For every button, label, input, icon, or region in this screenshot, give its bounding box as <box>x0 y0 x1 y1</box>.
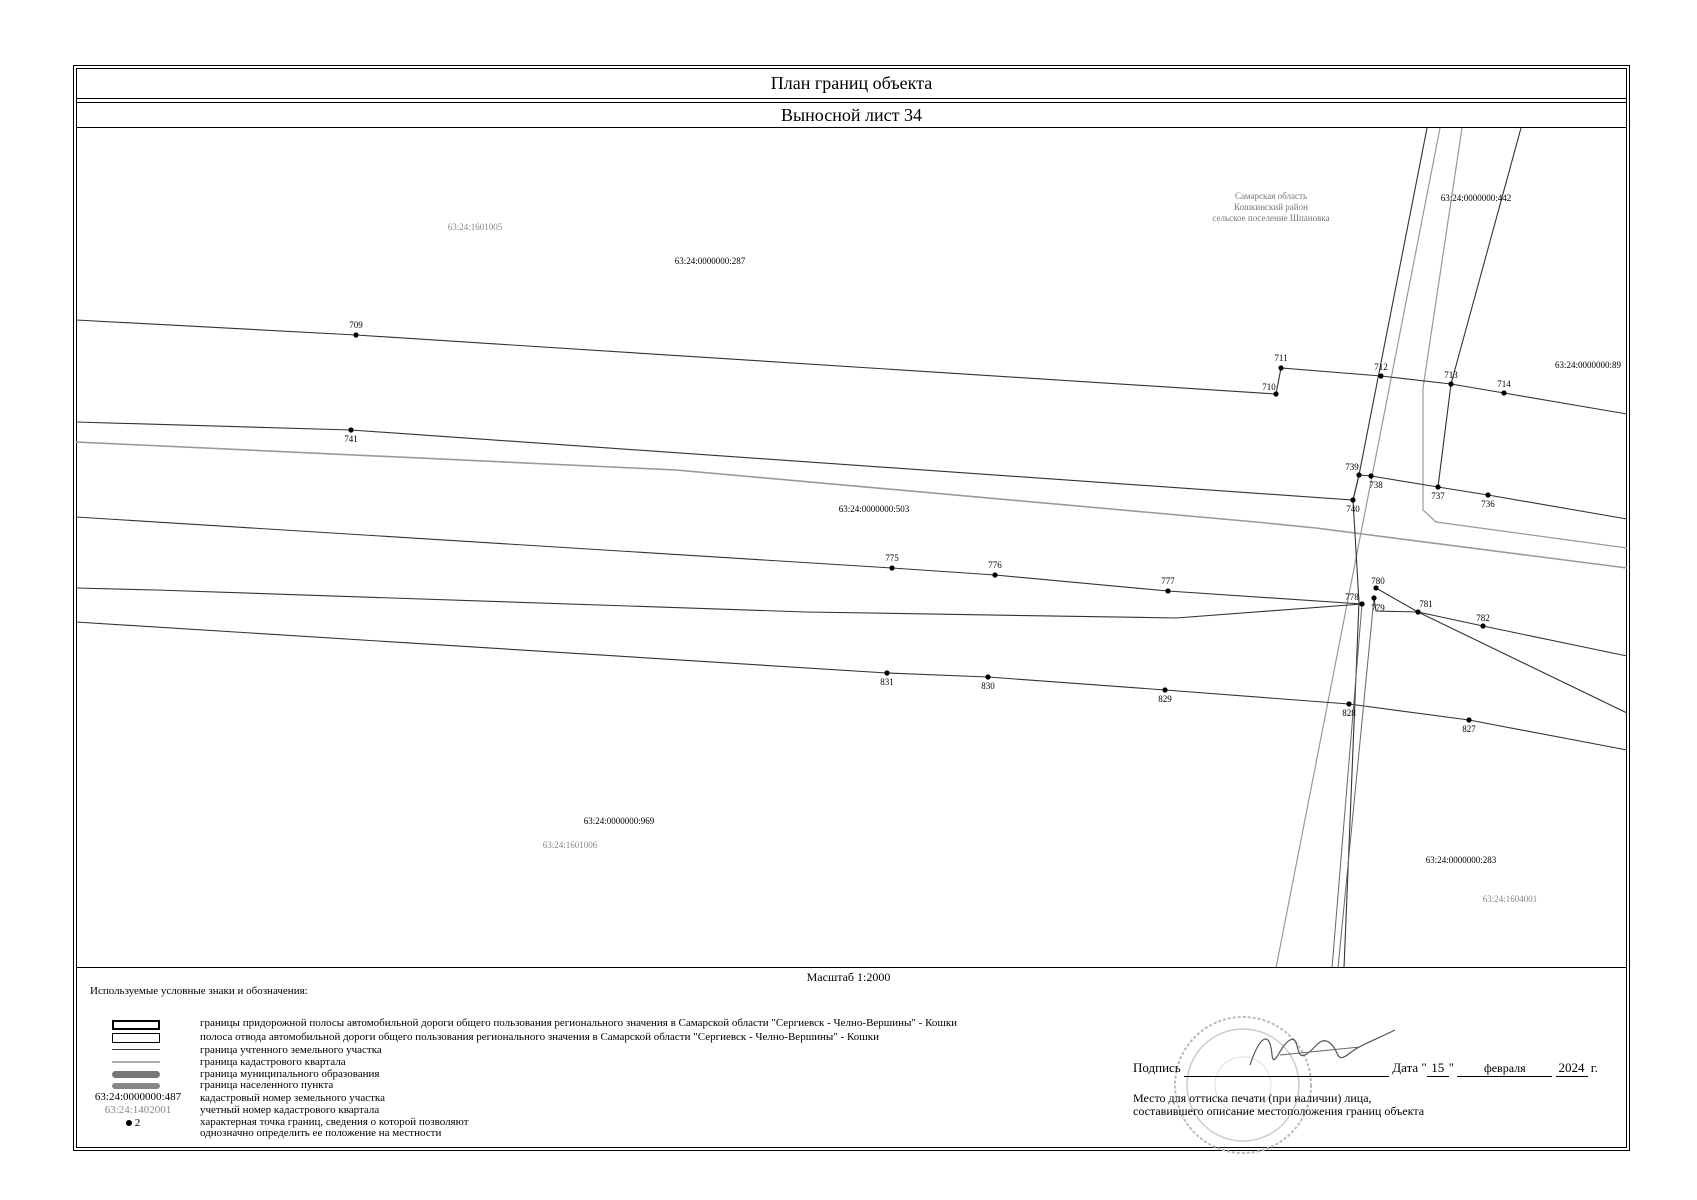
plan-title <box>76 68 1627 99</box>
boundary-map <box>76 128 1627 968</box>
point-label-827: 827 <box>1462 724 1476 734</box>
legend-item-quarter-boundary: граница кадастрового квартала <box>200 1056 346 1068</box>
point-label-741: 741 <box>344 434 358 444</box>
boundary-point-780 <box>1373 585 1378 590</box>
sheet-title-text: Выносной лист 34 <box>781 104 922 125</box>
boundary-point-710 <box>1273 391 1278 396</box>
point-label-777: 777 <box>1161 576 1175 586</box>
boundary-point-828 <box>1346 701 1351 706</box>
parcel-label-283: 63:24:0000000:283 <box>1425 855 1497 865</box>
settlement-name: сельское поселение Шпановка <box>1212 213 1330 223</box>
point-label-737: 737 <box>1431 491 1445 501</box>
point-label-782: 782 <box>1476 613 1490 623</box>
point-label-712: 712 <box>1374 362 1388 372</box>
point-dot-icon <box>126 1120 132 1126</box>
date-year: 2024 <box>1556 1060 1588 1077</box>
boundary-points <box>348 332 1506 722</box>
point-label-778: 778 <box>1345 592 1359 602</box>
parcel-label-969: 63:24:0000000:969 <box>583 816 655 826</box>
point-label-711: 711 <box>1274 353 1288 363</box>
point-label-781: 781 <box>1419 599 1433 609</box>
legend-symbol-right-of-way <box>112 1033 160 1043</box>
point-label-740: 740 <box>1346 504 1360 514</box>
boundary-point-741 <box>348 427 353 432</box>
legend-symbol-roadside-zone <box>112 1020 160 1030</box>
legend-item-parcel-number: кадастровый номер земельного участка <box>200 1092 385 1104</box>
road-boundary-line <box>1438 128 1521 487</box>
boundary-point-738 <box>1368 473 1373 478</box>
parcel-label-503: 63:24:0000000:503 <box>838 504 910 514</box>
road-boundary-line <box>1344 128 1427 968</box>
point-label-738: 738 <box>1369 480 1383 490</box>
quarter-boundary-line <box>1276 128 1440 968</box>
quarter-label-top: 63:24:1601005 <box>447 222 503 232</box>
point-label-736: 736 <box>1481 499 1495 509</box>
parcel-label-89: 63:24:0000000:89 <box>1554 360 1622 370</box>
stamp-note-line-1: Место для оттиска печати (при наличии) лица, <box>1133 1091 1372 1105</box>
legend-sample-point-number: 2 <box>134 1117 141 1129</box>
legend-item-point-1: характерная точка границ, сведения о которой позволяют <box>200 1116 469 1128</box>
boundary-point-776 <box>992 572 997 577</box>
legend-symbol-settlement-boundary <box>112 1083 160 1089</box>
point-label-710: 710 <box>1262 382 1276 392</box>
legend-item-right-of-way: полоса отвода автомобильной дороги общего пользования регионального значения в Самарской области "Сергиевск - Челно-Вершины" - Кошки <box>200 1031 879 1043</box>
boundary-point-737 <box>1435 484 1440 489</box>
legend-item-roadside-zone: границы придорожной полосы автомобильной дороги общего пользования регионального значения в Самарской области "Сергиевск - Челно-Вершины" - Кошки <box>200 1017 958 1029</box>
legend-item-parcel-boundary: граница учтенного земельного участка <box>200 1044 382 1056</box>
date-label: Дата <box>1392 1060 1419 1075</box>
legend-sample-point <box>126 1117 140 1129</box>
map-area <box>76 128 1627 968</box>
boundary-point-781 <box>1415 609 1420 614</box>
point-label-776: 776 <box>988 560 1002 570</box>
boundary-point-711 <box>1278 365 1283 370</box>
signature-line: Подпись Дата " 15 " февраля 2024 г. <box>1133 1060 1598 1075</box>
plan-title-text: План границ объекта <box>770 72 933 93</box>
date-month: февраля <box>1457 1061 1552 1077</box>
boundary-point-829 <box>1162 687 1167 692</box>
boundary-point-778 <box>1359 601 1364 606</box>
quarter-boundary-line <box>1423 128 1627 548</box>
parcel-boundary-line <box>76 622 1627 750</box>
boundary-point-831 <box>884 670 889 675</box>
scale-text: Масштаб 1:2000 <box>806 970 891 984</box>
parcel-label-287: 63:24:0000000:287 <box>674 256 746 266</box>
point-label-709: 709 <box>349 320 363 330</box>
boundary-point-714 <box>1501 390 1506 395</box>
stamp-note-line-2: составившего описание местоположения границ объекта <box>1133 1104 1425 1118</box>
parcel-boundary-line <box>76 320 1627 414</box>
boundary-point-827 <box>1466 717 1471 722</box>
quarter-label-right: 63:24:1604001 <box>1482 894 1538 904</box>
legend-item-quarter-number: учетный номер кадастрового квартала <box>200 1104 380 1116</box>
boundary-point-777 <box>1165 588 1170 593</box>
point-label-828: 828 <box>1342 708 1356 718</box>
signature-field <box>1184 1060 1389 1077</box>
date-year-suffix: г. <box>1590 1060 1598 1075</box>
sheet-title <box>76 102 1627 128</box>
boundary-point-775 <box>889 565 894 570</box>
boundary-point-739 <box>1356 472 1361 477</box>
parcel-boundary-line <box>1374 598 1627 656</box>
scale-label <box>0 970 1697 985</box>
signature-label: Подпись <box>1133 1060 1181 1075</box>
point-label-831: 831 <box>880 677 894 687</box>
date-day: 15 <box>1427 1060 1449 1077</box>
point-label-775: 775 <box>885 553 899 563</box>
legend-symbol-quarter-boundary <box>112 1061 160 1063</box>
district-name: Кошкинский район <box>1234 202 1308 212</box>
parcel-boundary-line <box>1376 588 1627 713</box>
boundary-point-712 <box>1378 373 1383 378</box>
road-boundary-line <box>1338 598 1374 968</box>
boundary-point-830 <box>985 674 990 679</box>
legend-item-settlement-boundary: граница населенного пункта <box>200 1079 334 1091</box>
legend-sample-quarter: 63:24:1402001 <box>104 1104 172 1116</box>
region-name: Самарская область <box>1234 191 1308 201</box>
boundary-point-779 <box>1371 595 1376 600</box>
point-label-739: 739 <box>1345 462 1359 472</box>
boundary-point-736 <box>1485 492 1490 497</box>
point-label-713: 713 <box>1444 370 1458 380</box>
legend-title: Используемые условные знаки и обозначения: <box>90 985 308 997</box>
boundary-point-782 <box>1480 623 1485 628</box>
point-label-829: 829 <box>1158 694 1172 704</box>
boundary-point-709 <box>353 332 358 337</box>
legend-sample-parcel: 63:24:0000000:487 <box>94 1091 182 1103</box>
point-label-779: 779 <box>1371 603 1385 613</box>
point-label-780: 780 <box>1371 576 1385 586</box>
legend-symbol-parcel-boundary <box>112 1049 160 1050</box>
quarter-label-bottom: 63:24:1601006 <box>542 840 598 850</box>
boundary-point-713 <box>1448 381 1453 386</box>
boundary-point-740 <box>1350 497 1355 502</box>
legend-item-point-2: однозначно определить ее положение на местности <box>200 1127 442 1139</box>
parcel-label-442: 63:24:0000000:442 <box>1440 193 1512 203</box>
point-label-830: 830 <box>981 681 995 691</box>
point-label-714: 714 <box>1497 379 1511 389</box>
legend-symbol-municipal-boundary <box>112 1071 160 1078</box>
legend-item-municipal-boundary: граница муниципального образования <box>200 1068 380 1080</box>
